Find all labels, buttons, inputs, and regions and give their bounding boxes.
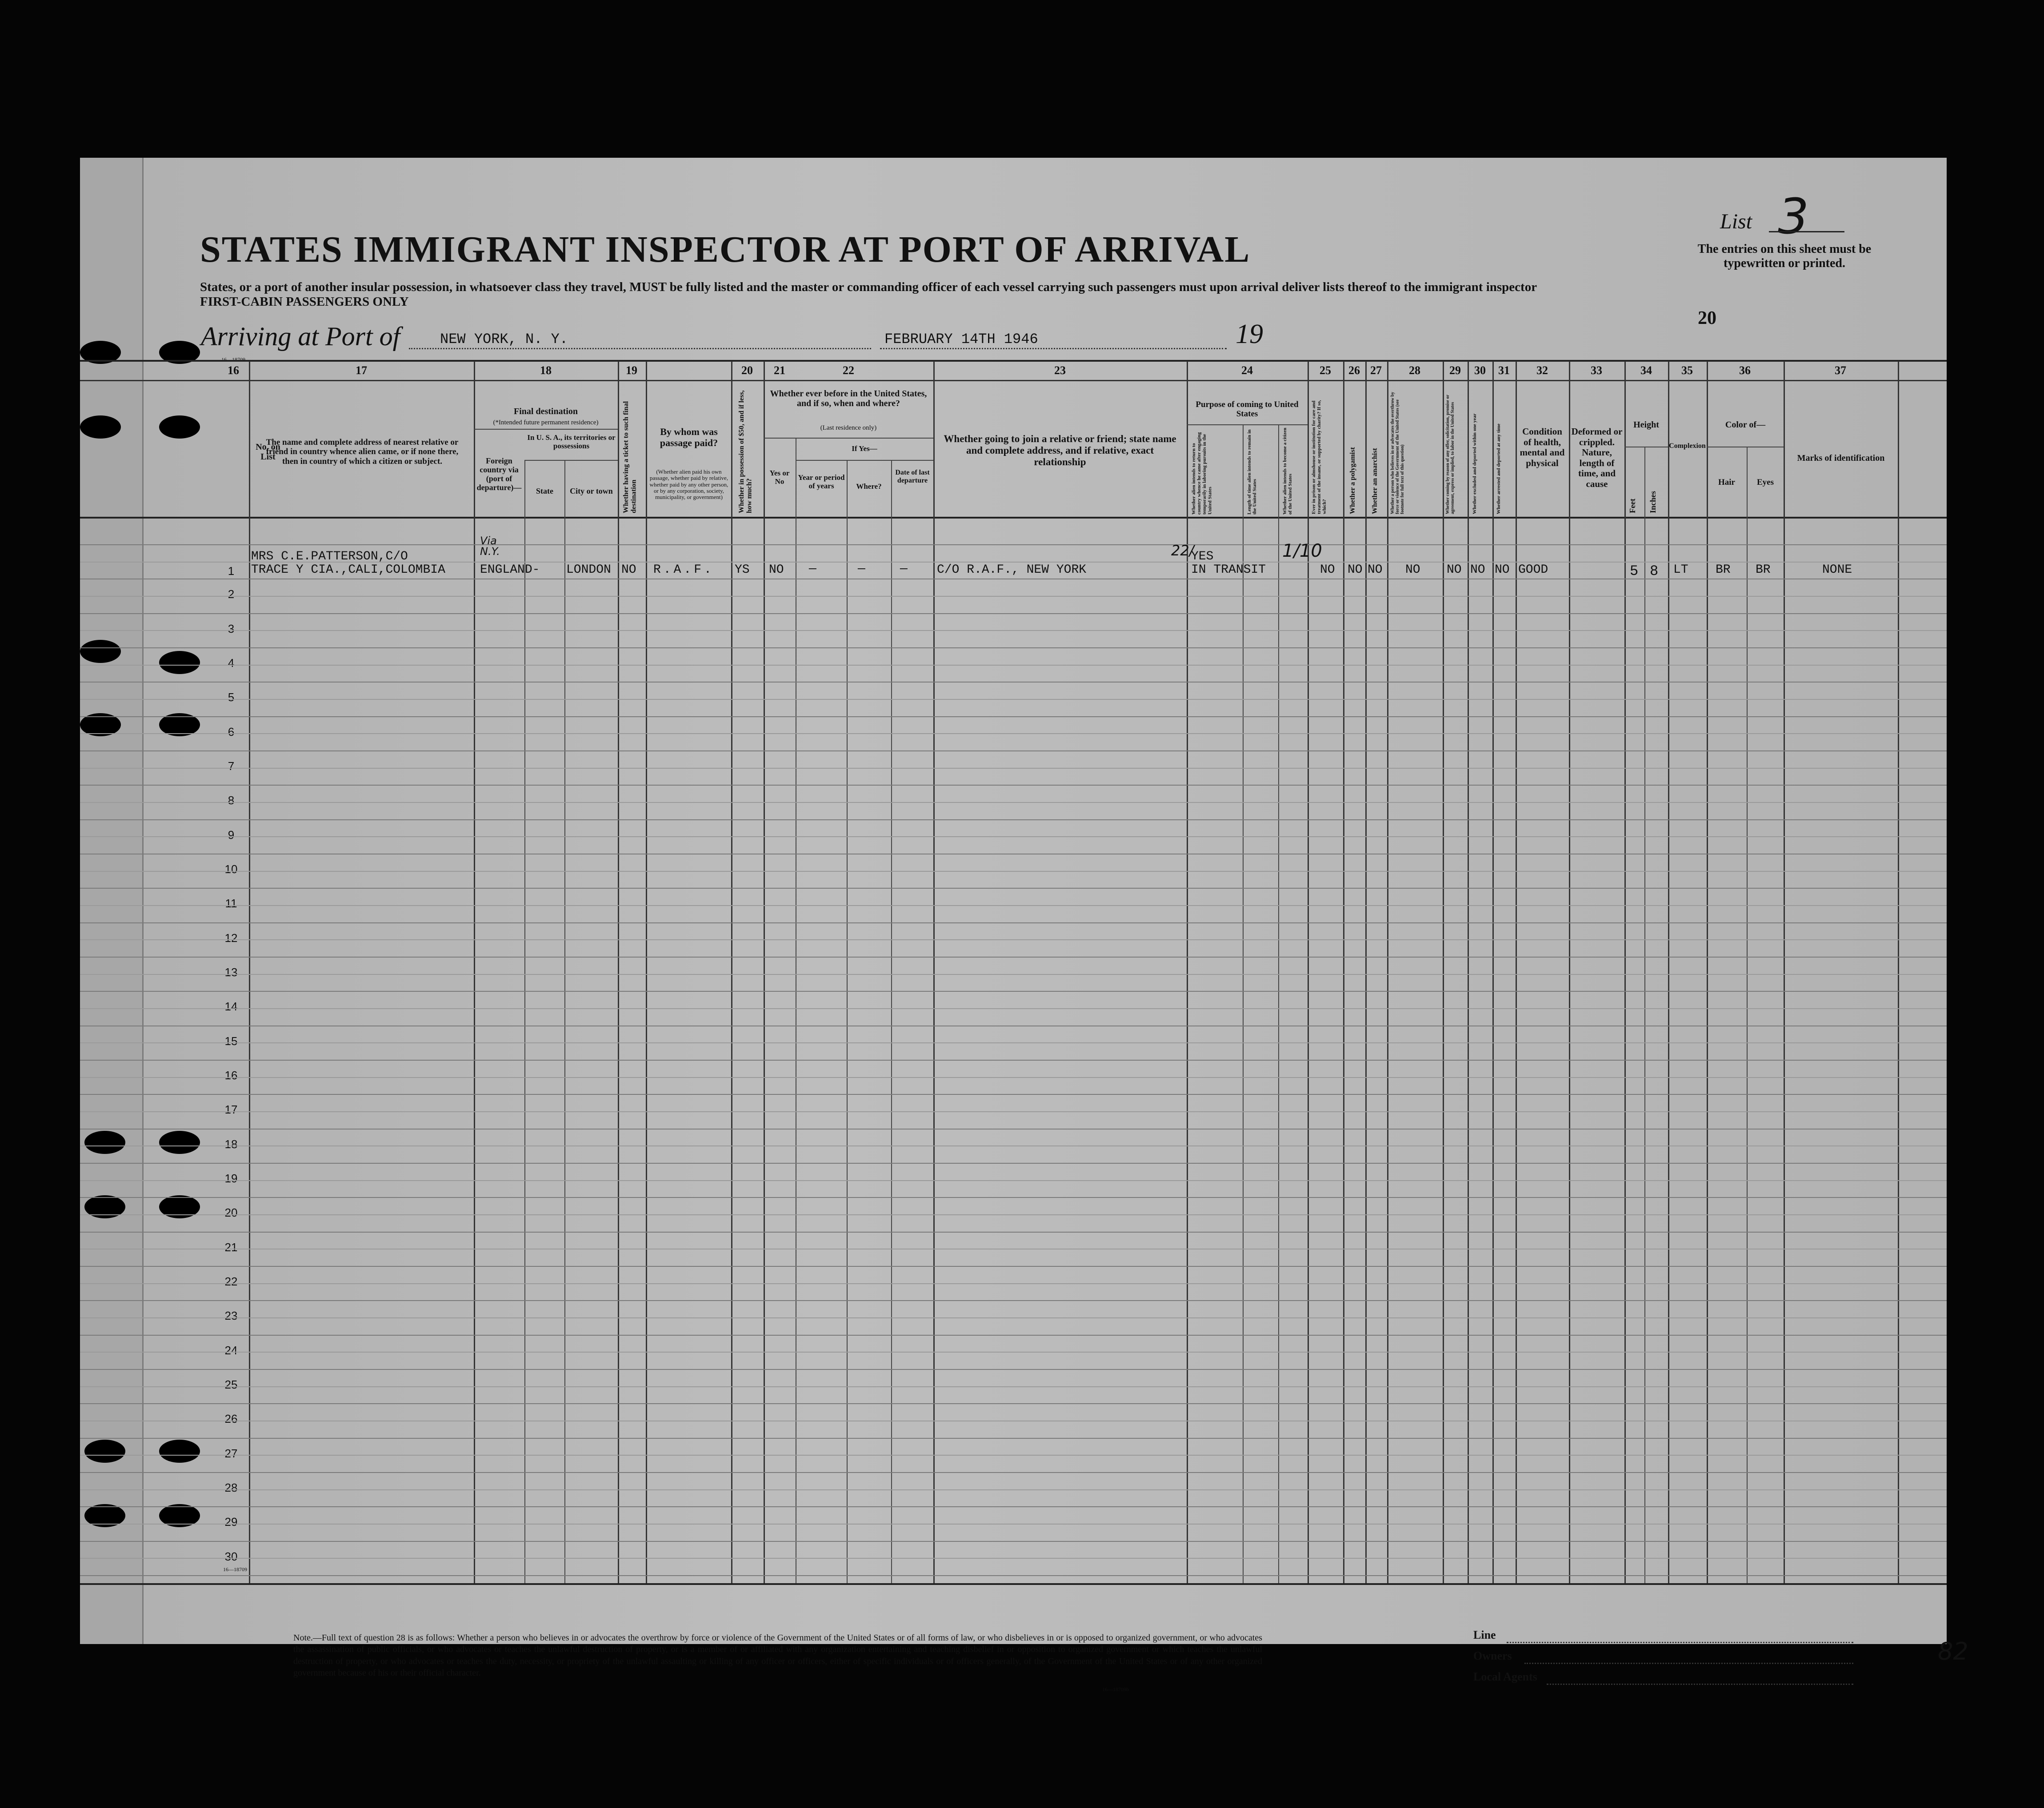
entries-note: The entries on this sheet must be typewritten or printed.: [1697, 242, 1872, 271]
manifest-sheet: [80, 158, 1968, 1692]
row-number: 7: [228, 759, 235, 773]
column-number: 31: [1498, 364, 1510, 377]
row-rule: [80, 939, 1947, 940]
entry-via-note: Via N.Y.: [480, 535, 500, 558]
column-number-row: [80, 361, 1947, 380]
row-number: 21: [224, 1240, 238, 1254]
row-rule: [80, 1283, 1947, 1284]
col36-hair-header: Hair: [1718, 478, 1735, 487]
row-rule: [80, 922, 1947, 923]
row-number: 23: [224, 1309, 238, 1323]
header-bottom-border: [80, 517, 1947, 519]
row-rule: [80, 1300, 1947, 1301]
entry-ticket: NO: [621, 563, 636, 577]
arriving-label: Arriving at Port of: [201, 322, 400, 351]
row-rule: [80, 768, 1947, 769]
row-number: 20: [224, 1206, 238, 1220]
row-rule: [80, 1197, 1947, 1198]
col24-title: Purpose of coming to United States: [1196, 400, 1299, 419]
column-number: 37: [1835, 364, 1846, 377]
col34-inches-header: Inches: [1648, 491, 1657, 513]
header-subline: [796, 460, 933, 461]
port-underline: [409, 348, 871, 349]
header-subline: [764, 438, 933, 439]
col24-length-header: Length of time alien intends to remain in the United States: [1247, 429, 1258, 515]
agents-underline: [1547, 1684, 1853, 1685]
row-rule: [80, 699, 1947, 700]
row-rule: [80, 1317, 1947, 1318]
punch-hole: [80, 415, 121, 439]
form-instructions: States, or a port of another insular possession, in whatsoever class they travel, MUST be fully listed and the master or commanding officer of each vessel carrying such passengers must upon arrival deliver lists thereof to the immigrant inspector: [200, 280, 1537, 294]
entry-complexion: LT: [1673, 563, 1688, 577]
subcolumn-divider: [847, 460, 848, 1583]
row-number: 4: [228, 656, 235, 670]
row-rule: [80, 1524, 1947, 1525]
punch-hole: [159, 415, 200, 439]
col35-header: Complexion: [1669, 442, 1706, 450]
col22-subtitle: (Last residence only): [820, 424, 877, 431]
col23-header: Whether going to join a relative or friend; state name and complete address, and if relative, exact relationship: [944, 433, 1176, 467]
row-number: 26: [224, 1412, 238, 1426]
entry-name-line1: MRS C.E.PATTERSON,C/O: [251, 550, 408, 563]
col21-header: Whether in possession of $50, and if less, how much?: [738, 390, 753, 513]
header-subline: [524, 460, 618, 461]
entry-feet: 5: [1630, 563, 1639, 579]
punch-hole: [159, 1131, 200, 1154]
col29-header: Whether coming by reason of any offer, solicitation, promise or agreement, express or implied, to labor in the United States: [1445, 395, 1455, 514]
row-rule: [80, 1214, 1947, 1215]
col36-eyes-header: Eyes: [1757, 478, 1774, 487]
column-number: 22: [843, 364, 854, 377]
column-number: 24: [1241, 364, 1253, 377]
row-rule: [80, 819, 1947, 820]
row-number: 29: [224, 1515, 238, 1529]
column-number: 30: [1474, 364, 1486, 377]
col27-header: Whether an anarchist: [1371, 448, 1379, 514]
footnote-question-28: Note.—Full text of question 28 is as follows: Whether a person who believes in or advocates the overthrow by force or violence of the Government of the United States or of all forms of law, or who disbelieves in or is opposed to organized government, or who advocates the assassination of public officials, or who advocates or teaches the unlawful destruction of property, or is a member of or affiliated with any organization entertaining and teaching disbelief in or opposition to organized government or which teaches the unlawful destruction of property, or who advocates or teaches the duty, necessity, or propriety of the unlawful assaulting or killing of any officer or officers, either of specific individuals or of officers generally, of the Government of the United States or of any other organized government because of his or their official character.: [293, 1633, 1262, 1678]
row-number: 9: [228, 828, 235, 842]
col34-feet-header: Feet: [1628, 499, 1637, 513]
entry-eyes: BR: [1756, 563, 1771, 577]
row-rule: [80, 750, 1947, 751]
row-rule: [80, 836, 1947, 837]
col31-header: Whether arrested and deported at any time: [1496, 423, 1501, 514]
row-rule: [80, 596, 1947, 597]
page-number: 20: [1698, 308, 1716, 328]
subcolumn-divider: [524, 460, 525, 1583]
row-rule: [80, 1266, 1947, 1267]
row-rule: [80, 1008, 1947, 1009]
entry-paid-by: R.A.F.: [653, 563, 714, 577]
row-rule: [80, 1077, 1947, 1078]
row-number: 28: [224, 1481, 238, 1494]
row-rule: [80, 630, 1947, 631]
col22-date-header: Date of last departure: [895, 469, 930, 484]
row-rule: [80, 1163, 1947, 1164]
row-rule: [80, 1094, 1947, 1095]
row-rule: [80, 785, 1947, 786]
entry-purpose-yes: YES: [1191, 550, 1214, 563]
column-number: 26: [1348, 364, 1360, 377]
row-rule: [80, 905, 1947, 906]
entry-purpose-transit: IN TRANSIT: [1191, 563, 1266, 577]
col33-header: Deformed or crippled. Nature, length of time, and cause: [1571, 426, 1623, 489]
entry-year-dash: —: [809, 562, 816, 576]
row-number: 27: [224, 1446, 238, 1460]
row-rule: [80, 1180, 1947, 1181]
entry-col28: NO: [1405, 563, 1420, 577]
column-number: 32: [1536, 364, 1548, 377]
column-number: 21: [774, 364, 785, 377]
row-number: 11: [225, 897, 237, 910]
col18-foreign-header: Foreign country via (port of departure)—: [476, 456, 522, 492]
row-rule: [80, 1386, 1947, 1387]
row-rule: [80, 957, 1947, 958]
line-underline: [1507, 1642, 1853, 1643]
list-number: 3: [1778, 188, 1809, 245]
row-rule: [80, 716, 1947, 717]
col19-header: Whether having a ticket to such final destination: [622, 401, 638, 513]
date-underline: [880, 348, 1227, 349]
row-number: 13: [224, 966, 238, 979]
row-number: 2: [228, 587, 235, 601]
column-number: 28: [1409, 364, 1420, 377]
col16-header: No. on List: [256, 442, 280, 462]
form-number: 16—18709: [221, 356, 245, 363]
subcolumn-divider: [891, 460, 892, 1583]
col26-header: Whether a polygamist: [1349, 447, 1356, 514]
col30-header: Whether excluded and deported within one year: [1472, 413, 1477, 514]
row-number: 1: [228, 564, 235, 578]
entry-where-dash: —: [858, 562, 865, 576]
column-number: 19: [626, 364, 637, 377]
col18-city-header: City or town: [570, 487, 613, 495]
owners-label: Owners: [1473, 1649, 1512, 1662]
row-rule: [80, 733, 1947, 734]
entry-foreign-country: ENGLAND-: [480, 563, 540, 577]
line-label: Line: [1473, 1628, 1496, 1641]
row-rule: [80, 1042, 1947, 1043]
row-number: 16: [224, 1069, 238, 1082]
row-rule: [80, 647, 1947, 648]
entry-col29: NO: [1447, 563, 1462, 577]
entry-hair: BR: [1716, 563, 1731, 577]
column-number: 35: [1681, 364, 1693, 377]
column-number: 20: [741, 364, 753, 377]
row-number: 5: [228, 690, 235, 704]
row-number: 6: [228, 725, 235, 738]
row-number: 24: [224, 1343, 238, 1357]
entry-col25: NO: [1320, 563, 1335, 577]
column-number: 34: [1640, 364, 1652, 377]
row-rule: [80, 1575, 1947, 1576]
row-rule: [80, 1472, 1947, 1473]
col25-header: Ever in prison or almshouse or institution for care and treatment of the insane, or supported by charity? If so, which?: [1311, 400, 1328, 514]
row-number: 8: [228, 794, 235, 807]
local-agents-label: Local Agents: [1473, 1670, 1537, 1683]
col22-year-header: Year or period of years: [798, 473, 845, 491]
row-number: 30: [224, 1549, 238, 1563]
cabin-class: FIRST-CABIN PASSENGERS ONLY: [200, 295, 409, 309]
row-rule: [80, 1403, 1947, 1404]
form-title: STATES IMMIGRANT INSPECTOR AT PORT OF ARRIVAL: [200, 229, 1251, 270]
arrival-port: NEW YORK, N. Y.: [440, 331, 568, 347]
row-rule: [80, 1558, 1947, 1559]
column-number: 27: [1370, 364, 1382, 377]
entry-col30: NO: [1470, 563, 1485, 577]
subcolumn-divider: [564, 460, 565, 1583]
header-subline: [1187, 424, 1308, 425]
column-number-divider: [80, 380, 1947, 381]
entry-col31: NO: [1495, 563, 1510, 577]
row-number: 22: [224, 1275, 238, 1288]
entry-col26: NO: [1348, 563, 1363, 577]
column-number: 36: [1739, 364, 1751, 377]
entry-name-line2: TRACE Y CIA.,CALI,COLOMBIA: [251, 563, 445, 577]
punch-hole: [84, 1440, 125, 1463]
column-number: 23: [1054, 364, 1066, 377]
row-rule: [80, 974, 1947, 975]
row-rule: [80, 871, 1947, 872]
subcolumn-divider: [1747, 447, 1748, 1583]
margin-handwriting: 82: [1938, 1637, 1968, 1665]
entry-city: LONDON: [566, 563, 611, 577]
col18-subtitle: (*Intended future permanent residence): [493, 419, 599, 426]
punch-hole: [159, 1440, 200, 1463]
col18-state-header: State: [536, 487, 553, 495]
entry-fifty-dollars: YS: [735, 563, 750, 577]
row-rule: [80, 1541, 1947, 1542]
punch-hole: [84, 1131, 125, 1154]
row-rule: [80, 1060, 1947, 1061]
row-rule: [80, 1111, 1947, 1112]
col34-title: Height: [1633, 420, 1659, 430]
column-number: 33: [1591, 364, 1602, 377]
column-number: 18: [540, 364, 552, 377]
subcolumn-divider: [1243, 424, 1244, 1583]
row-rule: [80, 1438, 1947, 1439]
punch-hole: [80, 640, 121, 663]
row-number: 18: [224, 1137, 238, 1151]
row-rule: [80, 1335, 1947, 1336]
column-number: 16: [228, 364, 239, 377]
row-rule: [80, 1232, 1947, 1233]
row-rule: [80, 1145, 1947, 1146]
entry-col27: NO: [1368, 563, 1383, 577]
row-rule: [80, 1369, 1947, 1370]
row-number: 25: [224, 1378, 238, 1391]
column-number: 17: [356, 364, 367, 377]
punch-hole: [159, 651, 200, 674]
col22-title: Whether ever before in the United States, and if so, when and where?: [770, 389, 927, 409]
year-prefix: 19: [1236, 319, 1263, 349]
table-bottom-border: [80, 1583, 1947, 1585]
col22-ifyes-header: If Yes—: [852, 444, 877, 453]
entry-before-us: NO: [769, 563, 784, 577]
entry-join: C/O R.A.F., NEW YORK: [937, 563, 1087, 577]
entry-date-dash: —: [900, 562, 908, 576]
row-rule: [80, 1455, 1947, 1456]
col37-header: Marks of identification: [1797, 453, 1885, 463]
entry-inches: 8: [1650, 563, 1659, 579]
row-rule: [80, 1352, 1947, 1353]
row-number: 15: [224, 1034, 238, 1048]
row-rule: [80, 665, 1947, 666]
row-rule: [80, 991, 1947, 992]
col18-usa-header: In U. S. A., its territories or possessions: [527, 433, 616, 451]
col24-citizen-header: Whether alien intends to become a citizen of the United States: [1282, 427, 1293, 515]
row-number: 3: [228, 622, 235, 635]
row-number: 17: [224, 1103, 238, 1117]
row-number: 12: [224, 931, 238, 945]
col28-header: Whether a person who believes in or advocates the overthrow by force or violence of the Government of the United States (see footnote for full text of this question): [1390, 392, 1405, 514]
column-number: 25: [1320, 364, 1331, 377]
col22-yesno-header: Yes or No: [769, 469, 790, 486]
entry-marks: NONE: [1822, 563, 1852, 577]
row-rule: [80, 802, 1947, 803]
form-number-bottom: 16—18709: [223, 1566, 247, 1573]
footnote-form-number: 16—18709b: [1102, 1686, 1129, 1692]
row-number: 14: [224, 1000, 238, 1014]
row-number: 10: [224, 862, 238, 876]
owners-underline: [1524, 1663, 1853, 1664]
row-rule: [80, 613, 1947, 614]
col24-return-header: Whether alien intends to return to country whence he came after engaging temporarily in laboring pursuits in the United States: [1191, 432, 1213, 515]
col20-subtitle: (Whether alien paid his own passage, whether paid by relative, whether paid by any other person, or by any corporation, society, municipality, or government): [649, 468, 728, 501]
row-number: 19: [224, 1172, 238, 1185]
row-rule: [80, 1489, 1947, 1490]
col18-title: Final destination: [514, 407, 578, 416]
entry-health: GOOD: [1518, 563, 1548, 577]
subcolumn-divider: [1278, 424, 1279, 1583]
row-rule: [80, 888, 1947, 889]
entry-handwritten-fraction: 1/10: [1282, 541, 1322, 561]
col36-title: Color of—: [1725, 420, 1766, 430]
entry-margin-note: 22/: [1171, 542, 1194, 559]
col20-title: By whom was passage paid?: [660, 426, 718, 448]
subcolumn-divider: [1644, 447, 1645, 1583]
col32-header: Condition of health, mental and physical: [1520, 426, 1565, 468]
arrival-date: FEBRUARY 14TH 1946: [884, 331, 1038, 347]
row-rule: [80, 1506, 1947, 1507]
list-label: List: [1720, 210, 1752, 233]
row-rule: [80, 1129, 1947, 1130]
col22-where-header: Where?: [856, 482, 882, 491]
list-underline: [1769, 231, 1844, 232]
column-number: 29: [1449, 364, 1461, 377]
col17-header: The name and complete address of nearest relative or friend in country whence alien came, or if none there, then in country of which a citizen or subject.: [266, 438, 459, 466]
row-rule: [80, 544, 1947, 545]
header-subline: [474, 429, 618, 430]
